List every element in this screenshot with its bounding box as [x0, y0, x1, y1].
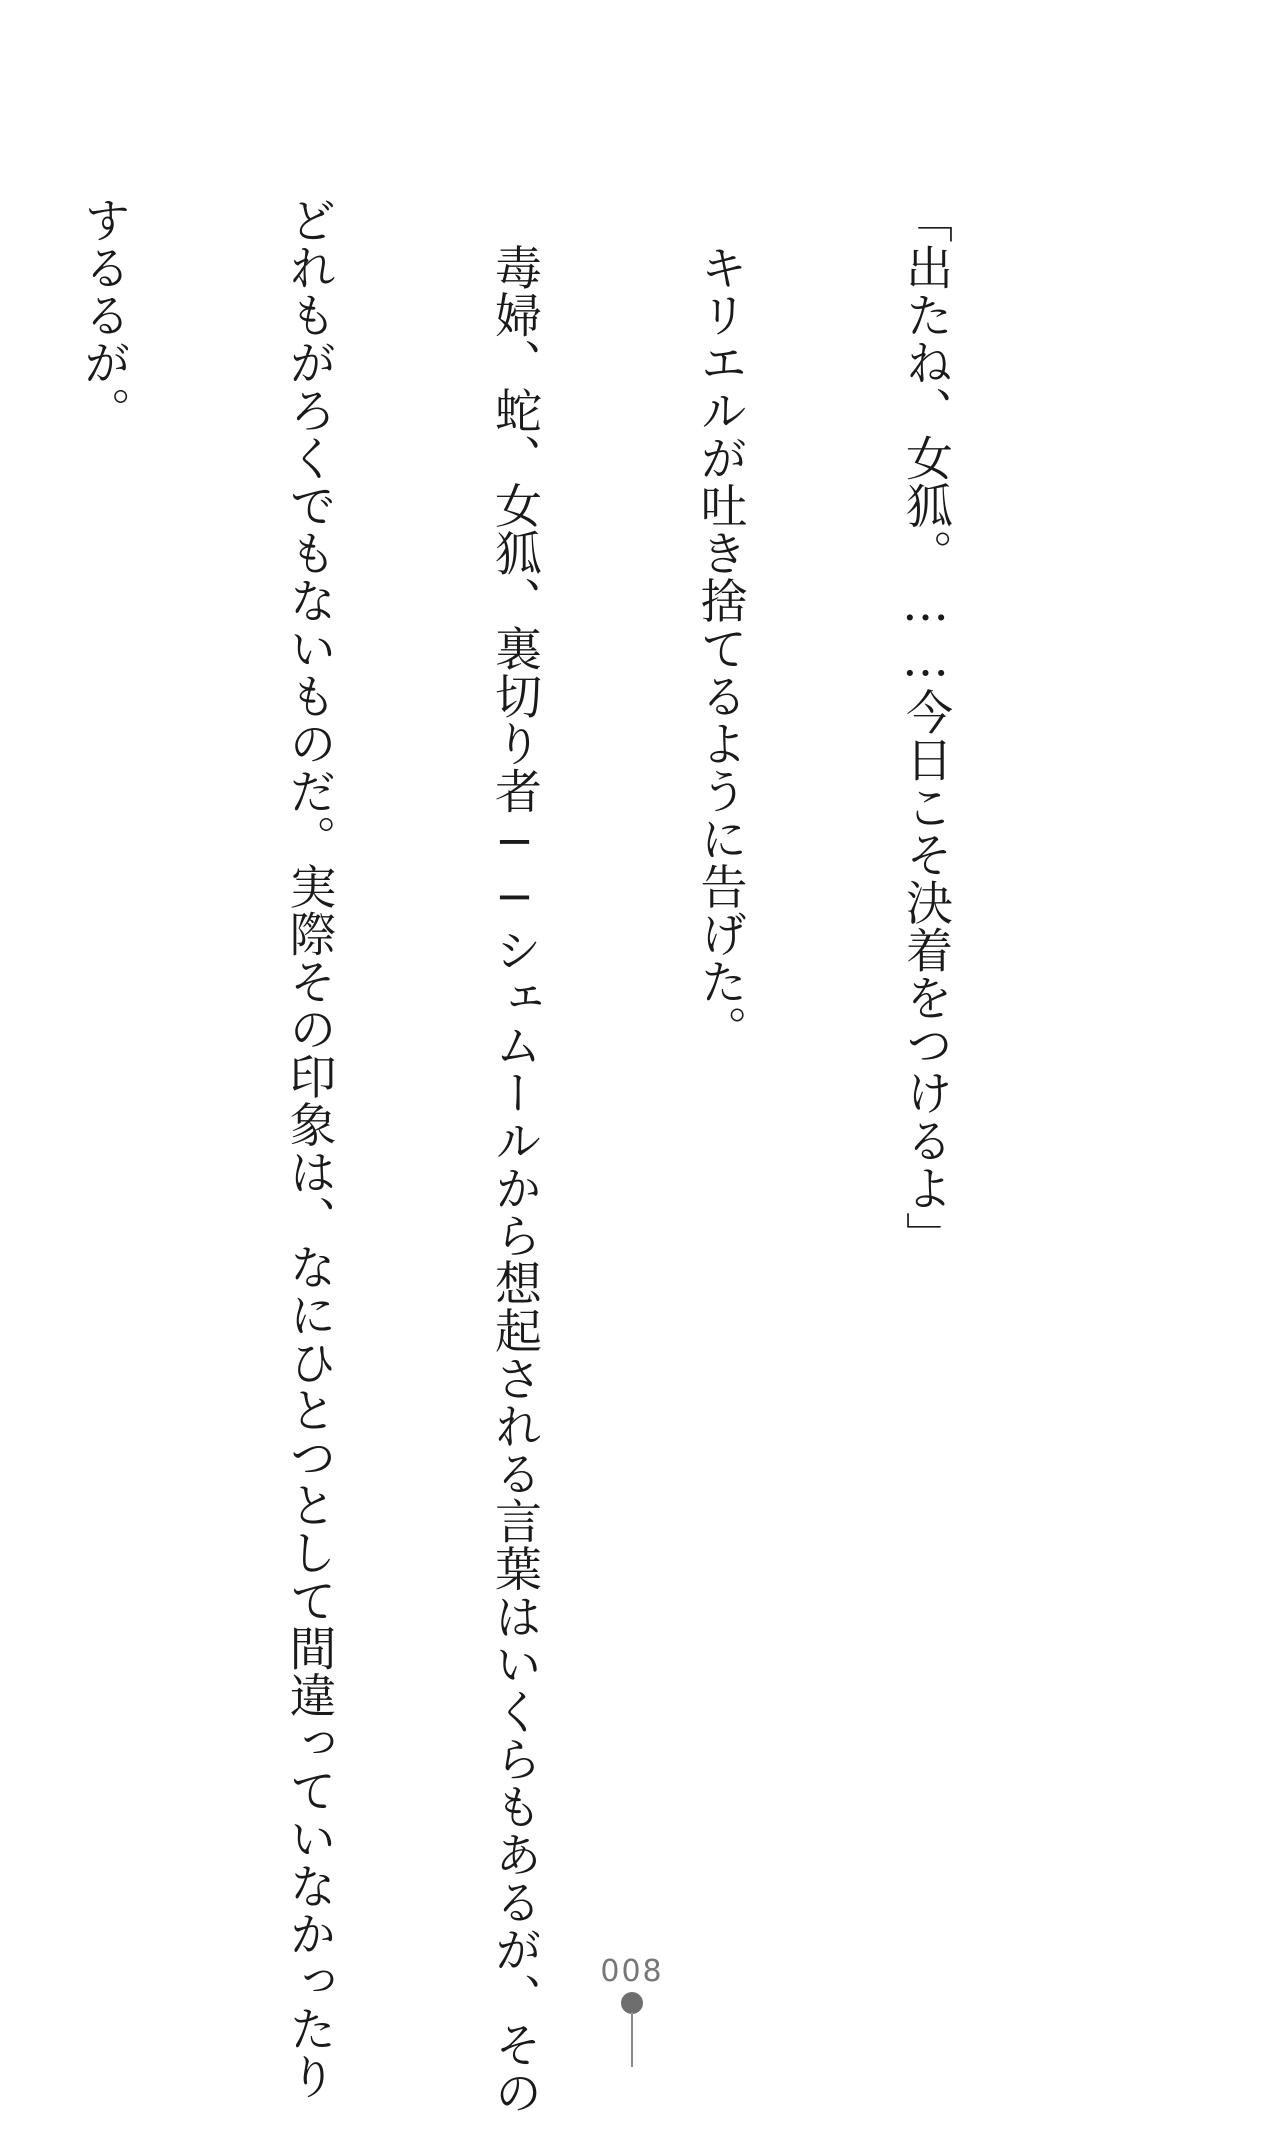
text-line: 毒婦、蛇、女狐、裏切り者──シェムールから想起される言葉はいくらもあるが、その — [487, 196, 542, 2116]
page-number: 008 — [600, 1954, 664, 1989]
text-line: どれもがろくでもないものだ。実際その印象は、なにひとつとして間違っていなかったり — [281, 196, 337, 2100]
page-marker-dot — [621, 1992, 643, 2014]
text-line: するるが。 — [76, 196, 131, 434]
text-line: キリエルが吐き捨てるように告げた。 — [692, 196, 748, 1053]
page-marker-line — [631, 2012, 633, 2067]
text-line: 「出たね、女狐。……今日こそ決着をつけるよ」 — [898, 196, 953, 1260]
